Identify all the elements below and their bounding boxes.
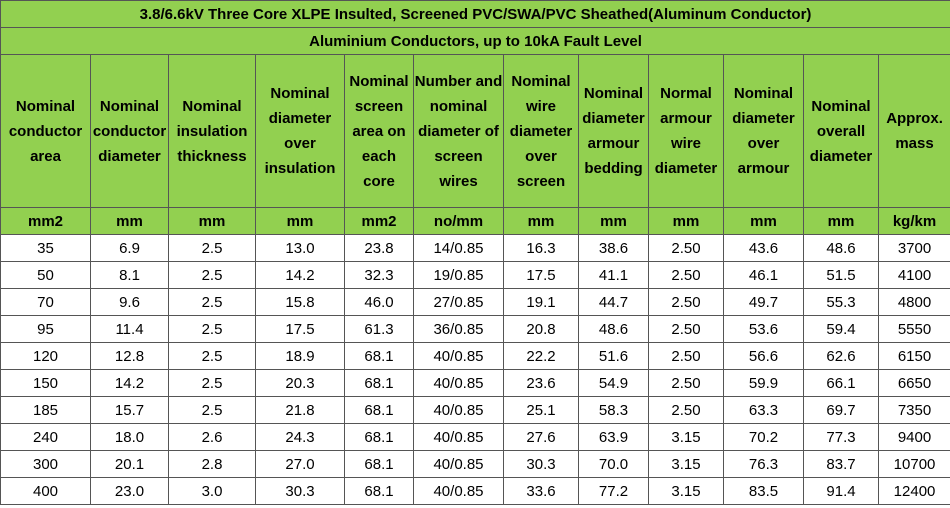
table-cell: 63.9 [579, 424, 649, 451]
table-cell: 91.4 [804, 478, 879, 505]
table-cell: 3.0 [169, 478, 256, 505]
table-cell: 20.3 [256, 370, 345, 397]
table-cell: 40/0.85 [414, 397, 504, 424]
table-cell: 2.50 [649, 289, 724, 316]
table-cell: 51.5 [804, 262, 879, 289]
table-cell: 83.7 [804, 451, 879, 478]
unit-cell: mm [579, 208, 649, 235]
table-cell: 24.3 [256, 424, 345, 451]
table-cell: 15.7 [91, 397, 169, 424]
table-cell: 14/0.85 [414, 235, 504, 262]
table-cell: 66.1 [804, 370, 879, 397]
table-cell: 40/0.85 [414, 343, 504, 370]
table-cell: 2.50 [649, 343, 724, 370]
table-cell: 54.9 [579, 370, 649, 397]
column-header: Approx. mass [879, 55, 950, 208]
table-cell: 68.1 [345, 451, 414, 478]
table-row [1, 424, 950, 451]
table-cell: 2.5 [169, 262, 256, 289]
table-cell: 69.7 [804, 397, 879, 424]
column-header: Nominal conductor area [1, 55, 91, 208]
table-cell: 2.5 [169, 370, 256, 397]
table-row [1, 370, 950, 397]
table-cell: 77.2 [579, 478, 649, 505]
table-cell: 400 [1, 478, 91, 505]
table-cell: 13.0 [256, 235, 345, 262]
table-cell: 5550 [879, 316, 950, 343]
table-row [1, 262, 950, 289]
table-cell: 15.8 [256, 289, 345, 316]
table-row [1, 343, 950, 370]
table-cell: 53.6 [724, 316, 804, 343]
table-cell: 40/0.85 [414, 478, 504, 505]
table-cell: 41.1 [579, 262, 649, 289]
table-cell: 2.50 [649, 370, 724, 397]
table-cell: 20.8 [504, 316, 579, 343]
table-cell: 11.4 [91, 316, 169, 343]
table-cell: 55.3 [804, 289, 879, 316]
table-cell: 23.6 [504, 370, 579, 397]
table-cell: 63.3 [724, 397, 804, 424]
table-cell: 3700 [879, 235, 950, 262]
table-cell: 2.50 [649, 235, 724, 262]
table-cell: 70.2 [724, 424, 804, 451]
table-cell: 56.6 [724, 343, 804, 370]
table-row [1, 478, 950, 505]
table-cell: 32.3 [345, 262, 414, 289]
table-cell: 62.6 [804, 343, 879, 370]
table-cell: 59.9 [724, 370, 804, 397]
table-cell: 19.1 [504, 289, 579, 316]
table-cell: 70 [1, 289, 91, 316]
table-cell: 22.2 [504, 343, 579, 370]
table-cell: 27.0 [256, 451, 345, 478]
table-cell: 35 [1, 235, 91, 262]
column-header: Normal armour wire diameter [649, 55, 724, 208]
column-header: Nominal insulation thickness [169, 55, 256, 208]
table-cell: 4800 [879, 289, 950, 316]
table-title: 3.8/6.6kV Three Core XLPE Insulted, Screened PVC/SWA/PVC Sheathed(Aluminum Conductor) [1, 1, 950, 28]
unit-cell: mm [724, 208, 804, 235]
table-cell: 68.1 [345, 343, 414, 370]
table-cell: 4100 [879, 262, 950, 289]
column-header: Nominal diameter armour bedding [579, 55, 649, 208]
table-cell: 25.1 [504, 397, 579, 424]
table-row [1, 235, 950, 262]
table-cell: 50 [1, 262, 91, 289]
table-row [1, 397, 950, 424]
unit-cell: mm [256, 208, 345, 235]
table-cell: 9.6 [91, 289, 169, 316]
table-cell: 2.50 [649, 316, 724, 343]
table-cell: 21.8 [256, 397, 345, 424]
table-cell: 2.5 [169, 316, 256, 343]
table-cell: 68.1 [345, 397, 414, 424]
table-cell: 59.4 [804, 316, 879, 343]
table-cell: 10700 [879, 451, 950, 478]
table-cell: 2.50 [649, 397, 724, 424]
unit-cell: kg/km [879, 208, 950, 235]
table-cell: 2.5 [169, 289, 256, 316]
unit-cell: mm [169, 208, 256, 235]
unit-row [1, 208, 950, 235]
table-cell: 17.5 [256, 316, 345, 343]
table-cell: 23.8 [345, 235, 414, 262]
table-cell: 95 [1, 316, 91, 343]
table-cell: 27.6 [504, 424, 579, 451]
unit-cell: mm [91, 208, 169, 235]
unit-cell: no/mm [414, 208, 504, 235]
title-row [1, 1, 950, 28]
table-cell: 20.1 [91, 451, 169, 478]
table-cell: 83.5 [724, 478, 804, 505]
unit-cell: mm2 [1, 208, 91, 235]
table-cell: 19/0.85 [414, 262, 504, 289]
column-header: Nominal overall diameter [804, 55, 879, 208]
unit-cell: mm [504, 208, 579, 235]
table-cell: 8.1 [91, 262, 169, 289]
table-cell: 33.6 [504, 478, 579, 505]
table-cell: 150 [1, 370, 91, 397]
table-cell: 9400 [879, 424, 950, 451]
column-header: Nominal screen area on each core [345, 55, 414, 208]
table-cell: 6150 [879, 343, 950, 370]
table-cell: 40/0.85 [414, 424, 504, 451]
table-cell: 49.7 [724, 289, 804, 316]
table-cell: 40/0.85 [414, 451, 504, 478]
table-cell: 61.3 [345, 316, 414, 343]
table-cell: 2.6 [169, 424, 256, 451]
column-header: Nominal diameter over insulation [256, 55, 345, 208]
table-cell: 51.6 [579, 343, 649, 370]
table-cell: 3.15 [649, 424, 724, 451]
table-cell: 3.15 [649, 478, 724, 505]
table-cell: 17.5 [504, 262, 579, 289]
column-header: Nominal wire diameter over screen [504, 55, 579, 208]
table-row [1, 316, 950, 343]
table-cell: 16.3 [504, 235, 579, 262]
column-header: Nominal conductor diameter [91, 55, 169, 208]
subtitle-row [1, 28, 950, 55]
table-cell: 30.3 [504, 451, 579, 478]
table-cell: 70.0 [579, 451, 649, 478]
table-cell: 48.6 [804, 235, 879, 262]
table-cell: 23.0 [91, 478, 169, 505]
table-cell: 18.0 [91, 424, 169, 451]
table-cell: 6650 [879, 370, 950, 397]
header-row [1, 55, 950, 208]
table-cell: 300 [1, 451, 91, 478]
table-cell: 6.9 [91, 235, 169, 262]
unit-cell: mm [649, 208, 724, 235]
table-cell: 77.3 [804, 424, 879, 451]
table-cell: 2.5 [169, 397, 256, 424]
table-cell: 68.1 [345, 370, 414, 397]
table-cell: 68.1 [345, 424, 414, 451]
table-cell: 48.6 [579, 316, 649, 343]
table-cell: 120 [1, 343, 91, 370]
table-cell: 2.8 [169, 451, 256, 478]
unit-cell: mm2 [345, 208, 414, 235]
table-cell: 68.1 [345, 478, 414, 505]
table-cell: 46.0 [345, 289, 414, 316]
table-subtitle: Aluminium Conductors, up to 10kA Fault Level [1, 28, 950, 55]
table-cell: 58.3 [579, 397, 649, 424]
unit-cell: mm [804, 208, 879, 235]
table-cell: 3.15 [649, 451, 724, 478]
table-cell: 2.50 [649, 262, 724, 289]
table-cell: 38.6 [579, 235, 649, 262]
column-header: Nominal diameter over armour [724, 55, 804, 208]
table-row [1, 289, 950, 316]
table-cell: 40/0.85 [414, 370, 504, 397]
table-cell: 2.5 [169, 235, 256, 262]
table-cell: 18.9 [256, 343, 345, 370]
table-cell: 36/0.85 [414, 316, 504, 343]
table-cell: 14.2 [91, 370, 169, 397]
table-cell: 14.2 [256, 262, 345, 289]
table-cell: 46.1 [724, 262, 804, 289]
table-cell: 30.3 [256, 478, 345, 505]
table-cell: 7350 [879, 397, 950, 424]
table-cell: 2.5 [169, 343, 256, 370]
table-row [1, 451, 950, 478]
table-cell: 44.7 [579, 289, 649, 316]
table-cell: 43.6 [724, 235, 804, 262]
table-cell: 185 [1, 397, 91, 424]
column-header: Number and nominal diameter of screen wires [414, 55, 504, 208]
table-cell: 12.8 [91, 343, 169, 370]
table-cell: 12400 [879, 478, 950, 505]
table-cell: 240 [1, 424, 91, 451]
table-cell: 76.3 [724, 451, 804, 478]
table-cell: 27/0.85 [414, 289, 504, 316]
